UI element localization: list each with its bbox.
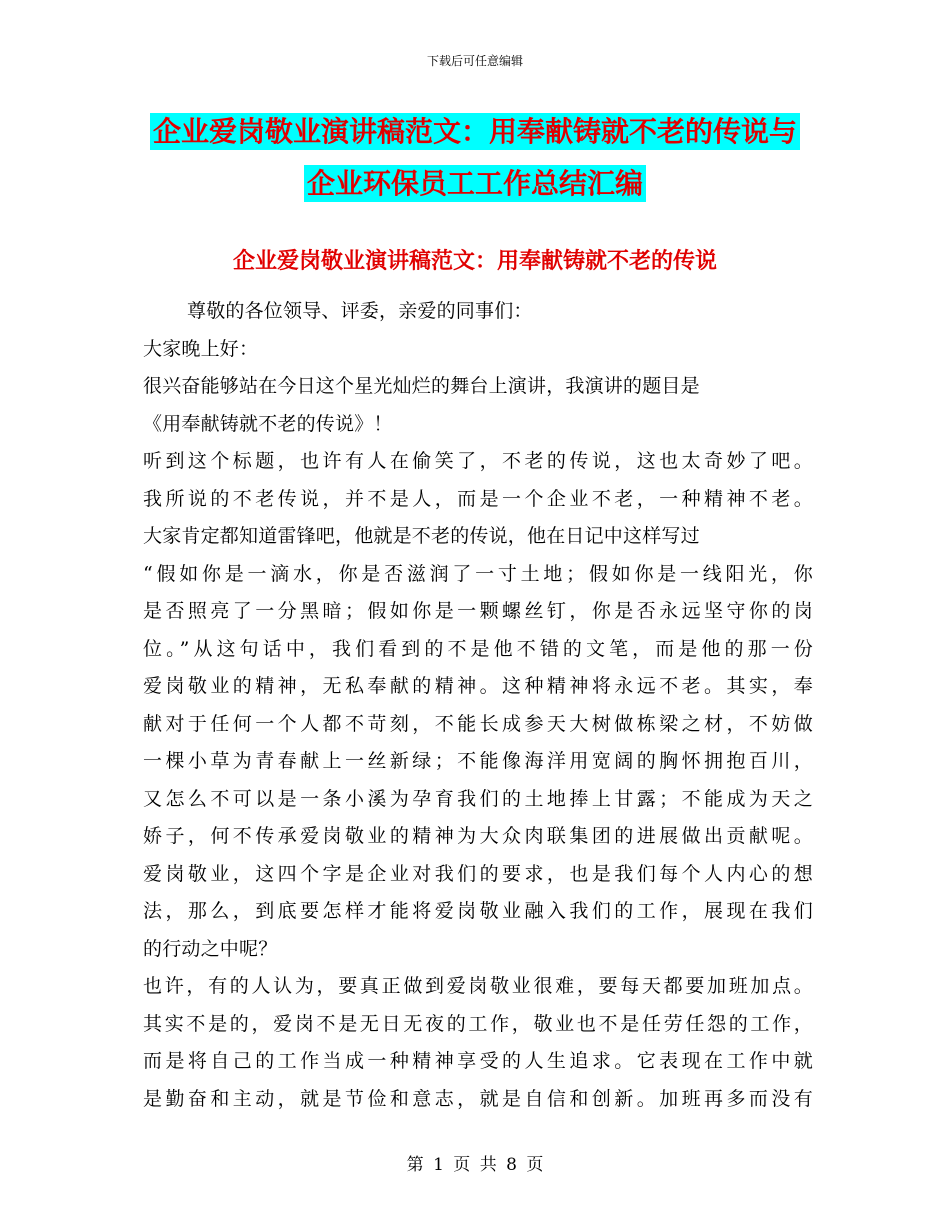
title-highlight-2: 企业环保员工工作总结汇编 [304,165,646,202]
body-line: 法，那么，到底要怎样才能将爱岗敬业融入我们的工作，展现在我们 [143,900,813,922]
body-line: 听到这个标题，也许有人在偷笑了，不老的传说，这也太奇妙了吧。 [143,450,813,472]
body-line: 位。”从这句话中，我们看到的不是他不错的文笔，而是他的那一份 [143,637,813,660]
page-number: 第 1 页 共 8 页 [406,1155,544,1175]
body-line: 尊敬的各位领导、评委，亲爱的同事们： [187,300,533,322]
section-title: 企业爱岗敬业演讲稿范文：用奉献铸就不老的传说 [232,249,717,274]
body-line: 爱岗敬业，这四个字是企业对我们的要求，也是我们每个人内心的想 [143,862,813,885]
body-line: 的行动之中呢？ [143,937,278,960]
body-line: 一棵小草为青春献上一丝新绿；不能像海洋用宽阔的胸怀拥抱百川， [143,750,813,772]
body-line: 很兴奋能够站在今日这个星光灿烂的舞台上演讲，我演讲的题目是 [143,375,700,397]
body-line: “假如你是一滴水，你是否滋润了一寸土地；假如你是一线阳光，你 [143,562,813,585]
body-line: 《用奉献铸就不老的传说》！ [143,412,393,435]
header-note: 下载后可任意编辑 [426,54,523,68]
body-line: 其实不是的，爱岗不是无日无夜的工作，敬业也不是任劳任怨的工作， [143,1012,813,1035]
document-title-line-2 [0,162,950,214]
document-title [0,110,950,214]
body-line: 娇子，何不传承爱岗敬业的精神为大众肉联集团的进展做出贡献呢。 [143,825,813,847]
body-line: 大家肯定都知道雷锋吧，他就是不老的传说，他在日记中这样写过 [143,525,700,547]
document-title-line-1 [0,110,950,162]
body-text [143,293,813,1118]
body-line: 而是将自己的工作当成一种精神享受的人生追求。它表现在工作中就 [143,1050,813,1072]
body-line: 爱岗敬业的精神，无私奉献的精神。这种精神将永远不老。其实，奉 [143,675,813,697]
body-line: 是勤奋和主动，就是节俭和意志，就是自信和创新。加班再多而没有 [143,1087,813,1110]
body-line: 是否照亮了一分黑暗；假如你是一颗螺丝钉，你是否永远坚守你的岗 [143,600,813,622]
title-highlight-1: 企业爱岗敬业演讲稿范文：用奉献铸就不老的传说与 [150,113,800,150]
body-line: 我所说的不老传说，并不是人，而是一个企业不老，一种精神不老。 [143,487,813,510]
body-line: 大家晚上好： [143,337,259,360]
body-line: 又怎么不可以是一条小溪为孕育我们的土地捧上甘露；不能成为天之 [143,787,813,810]
body-line: 献对于任何一个人都不苛刻，不能长成参天大树做栋梁之材，不妨做 [143,712,813,735]
body-line: 也许，有的人认为，要真正做到爱岗敬业很难，要每天都要加班加点。 [143,975,813,997]
